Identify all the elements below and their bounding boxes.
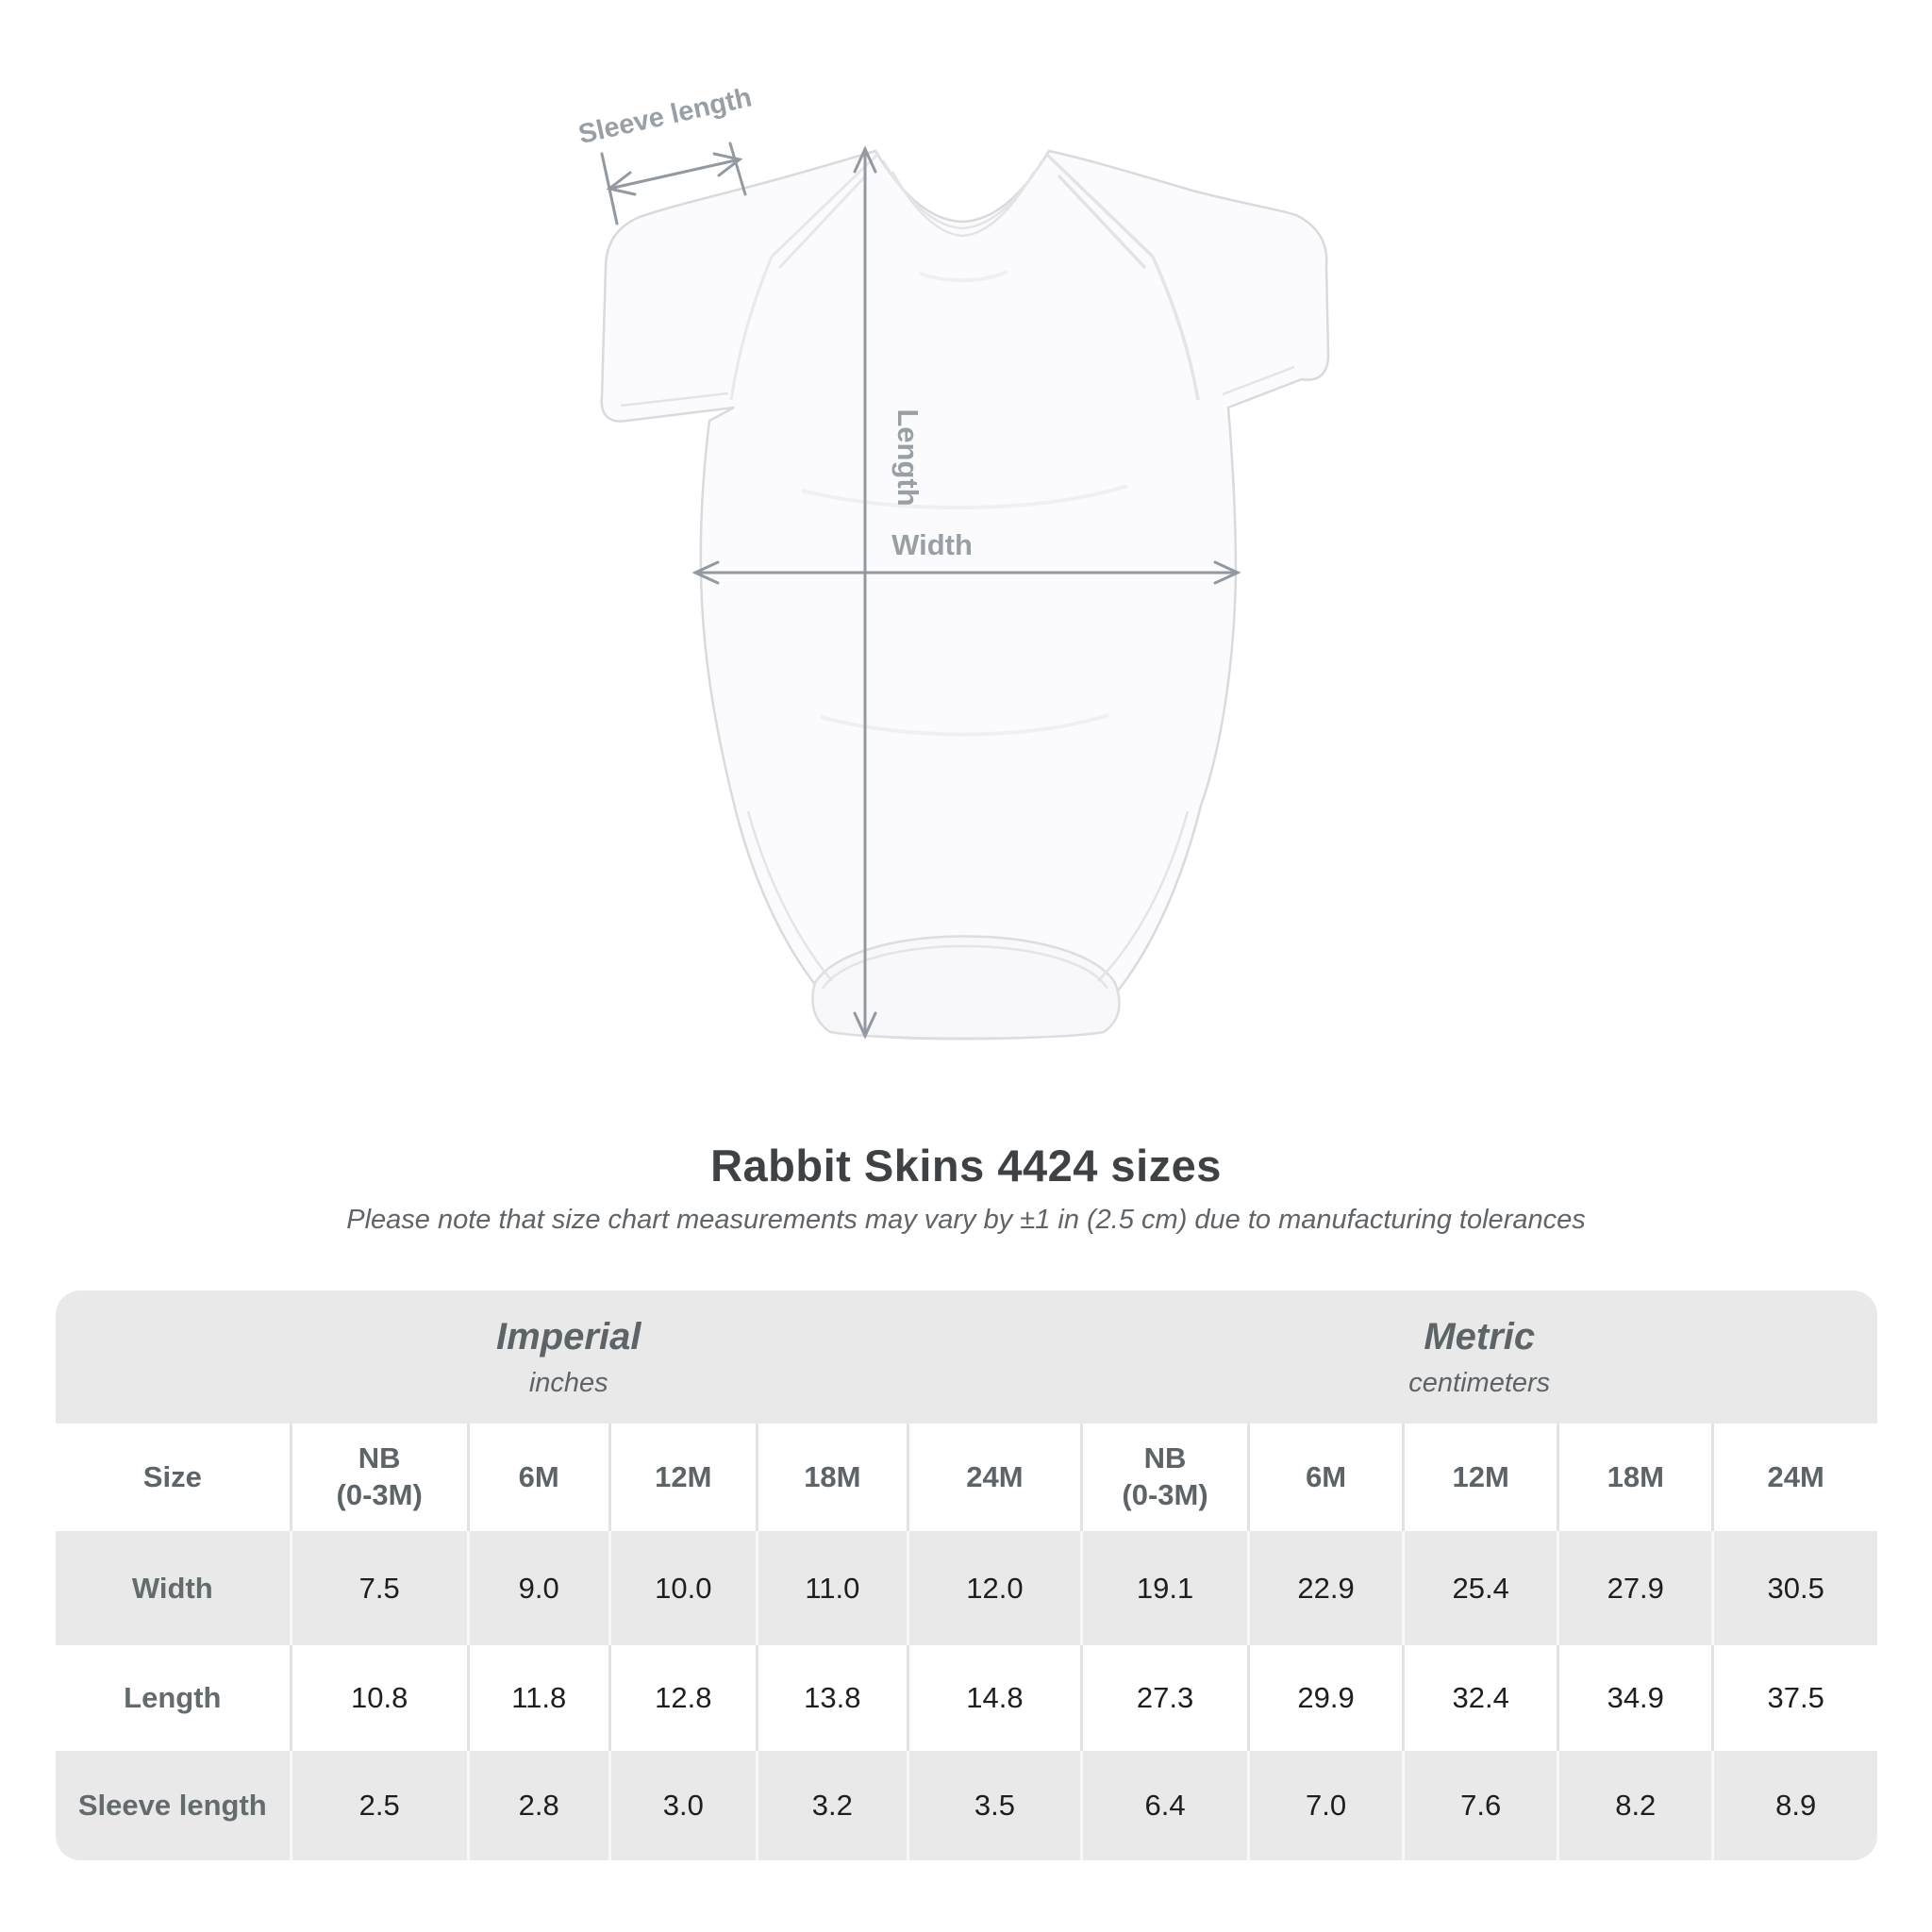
cell-value: 7.0	[1249, 1751, 1404, 1860]
cell-value: 12.8	[609, 1645, 757, 1751]
col-header-met-6m: 6M	[1249, 1424, 1404, 1531]
size-sublabel: (0-3M)	[336, 1478, 423, 1511]
col-header-imp-nb	[291, 1424, 468, 1531]
unit-group-imperial	[56, 1291, 1081, 1424]
cell-value: 3.0	[609, 1751, 757, 1860]
row-label: Width	[56, 1531, 291, 1645]
cell-value: 27.3	[1081, 1645, 1248, 1751]
cell-value: 34.9	[1558, 1645, 1713, 1751]
cell-value: 2.8	[468, 1751, 609, 1860]
cell-value: 3.2	[757, 1751, 908, 1860]
col-header-met-24m: 24M	[1713, 1424, 1877, 1531]
page-title: Rabbit Skins 4424 sizes	[710, 1141, 1222, 1191]
cell-value: 11.8	[468, 1645, 609, 1751]
table-row-width	[56, 1531, 1877, 1645]
col-header-met-12m: 12M	[1404, 1424, 1558, 1531]
col-header-imp-24m: 24M	[908, 1424, 1081, 1531]
cell-value: 6.4	[1081, 1751, 1248, 1860]
size-sublabel: (0-3M)	[1122, 1478, 1208, 1511]
size-label: NB	[1143, 1441, 1187, 1475]
col-header-imp-12m: 12M	[609, 1424, 757, 1531]
table-row-length	[56, 1645, 1877, 1751]
cell-value: 25.4	[1404, 1531, 1558, 1645]
col-header-imp-18m: 18M	[757, 1424, 908, 1531]
corner-header: Size	[56, 1424, 291, 1531]
width-label: Width	[891, 528, 973, 561]
cell-value: 2.5	[291, 1751, 468, 1860]
cell-value: 19.1	[1081, 1531, 1248, 1645]
table-row-sleeve-length	[56, 1751, 1877, 1860]
cell-value: 13.8	[757, 1645, 908, 1751]
cell-value: 9.0	[468, 1531, 609, 1645]
col-header-met-nb	[1081, 1424, 1248, 1531]
cell-value: 12.0	[908, 1531, 1081, 1645]
cell-value: 3.5	[908, 1751, 1081, 1860]
size-chart-table	[56, 1291, 1877, 1860]
row-label: Sleeve length	[56, 1751, 291, 1860]
metric-label: Metric	[1424, 1315, 1536, 1357]
cell-value: 7.5	[291, 1531, 468, 1645]
cell-value: 22.9	[1249, 1531, 1404, 1645]
size-header-row	[56, 1424, 1877, 1531]
cell-value: 29.9	[1249, 1645, 1404, 1751]
sleeve-length-label: Sleeve length	[575, 82, 755, 151]
imperial-label: Imperial	[496, 1315, 641, 1357]
cell-value: 7.6	[1404, 1751, 1558, 1860]
cell-value: 8.2	[1558, 1751, 1713, 1860]
cell-value: 37.5	[1713, 1645, 1877, 1751]
cell-value: 11.0	[757, 1531, 908, 1645]
row-label: Length	[56, 1645, 291, 1751]
unit-group-metric	[1081, 1291, 1877, 1424]
metric-unit: centimeters	[1408, 1367, 1551, 1398]
cell-value: 10.0	[609, 1531, 757, 1645]
size-label: NB	[358, 1441, 401, 1475]
cell-value: 32.4	[1404, 1645, 1558, 1751]
col-header-met-18m: 18M	[1558, 1424, 1713, 1531]
cell-value: 30.5	[1713, 1531, 1877, 1645]
cell-value: 10.8	[291, 1645, 468, 1751]
cell-value: 8.9	[1713, 1751, 1877, 1860]
col-header-imp-6m: 6M	[468, 1424, 609, 1531]
imperial-unit: inches	[528, 1367, 608, 1398]
cell-value: 14.8	[908, 1645, 1081, 1751]
unit-header-row	[56, 1291, 1877, 1424]
cell-value: 27.9	[1558, 1531, 1713, 1645]
bodysuit-outline	[602, 151, 1328, 1039]
length-label: Length	[891, 408, 924, 507]
tolerance-note: Please note that size chart measurements may vary by ±1 in (2.5 cm) due to manufacturing tolerances	[346, 1205, 1586, 1235]
